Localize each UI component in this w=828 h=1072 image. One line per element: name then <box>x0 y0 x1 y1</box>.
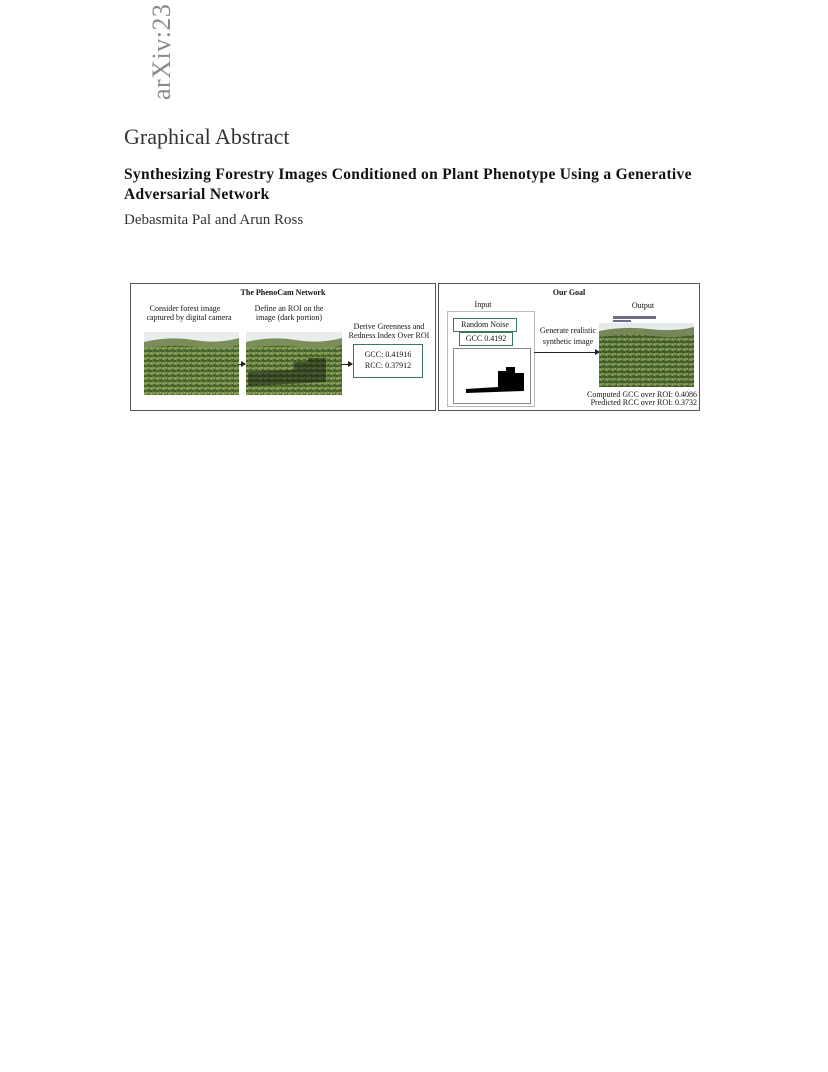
gcc-input-box <box>459 332 513 346</box>
graphical-abstract-heading: Graphical Abstract <box>124 124 290 149</box>
roi-index-box <box>353 344 423 378</box>
output-label: Output <box>631 301 655 310</box>
roi-mask-shape <box>454 349 530 403</box>
gcc-input-value: GCC 0.4192 <box>465 334 507 343</box>
step1-line2: captured by digital camera <box>146 313 232 322</box>
paper-title: Synthesizing Forestry Images Conditioned on Plant Phenotype Using a Generative Adversarial Network <box>124 166 692 203</box>
output-bar-top <box>613 316 656 319</box>
computed-gcc: Computed GCC over ROI: 0.4086 <box>587 390 697 399</box>
random-noise-label: Random Noise <box>461 320 509 329</box>
arxiv-stamp <box>147 0 177 100</box>
predicted-rcc: Predicted RCC over ROI: 0.3732 <box>590 398 697 407</box>
random-noise-box <box>453 318 517 332</box>
arrow-1 <box>239 364 245 365</box>
output-bar-bottom <box>613 320 631 322</box>
phenocam-panel <box>130 283 436 411</box>
our-goal-title: Our Goal <box>552 288 586 297</box>
gcc-value: GCC: 0.41916 <box>364 350 412 359</box>
input-container <box>447 311 535 407</box>
input-label: Input <box>474 300 492 309</box>
forest-image-original <box>144 332 239 395</box>
arrow-3 <box>534 352 599 353</box>
phenocam-title: The PhenoCam Network <box>240 288 326 297</box>
rcc-value: RCC: 0.37912 <box>364 361 412 370</box>
forest-image-roi <box>246 332 342 395</box>
step1-line1: Consider forest image <box>149 304 221 313</box>
step2-line2: image (dark portion) <box>255 313 323 322</box>
step3-line2: Redness Index Over ROI <box>348 331 430 340</box>
generate-line2: synthetic image <box>542 337 594 346</box>
our-goal-panel <box>438 283 700 411</box>
arrow-2 <box>342 364 352 365</box>
step2-line1: Define an ROI on the <box>254 304 324 313</box>
forest-image-synthetic <box>599 323 694 387</box>
arxiv-stamp-text: arXiv:23 <box>147 3 176 100</box>
generate-line1: Generate realistic <box>539 326 597 335</box>
step3-line1: Derive Greenness and <box>353 322 425 331</box>
roi-mask <box>453 348 531 404</box>
authors: Debasmita Pal and Arun Ross <box>124 212 304 228</box>
